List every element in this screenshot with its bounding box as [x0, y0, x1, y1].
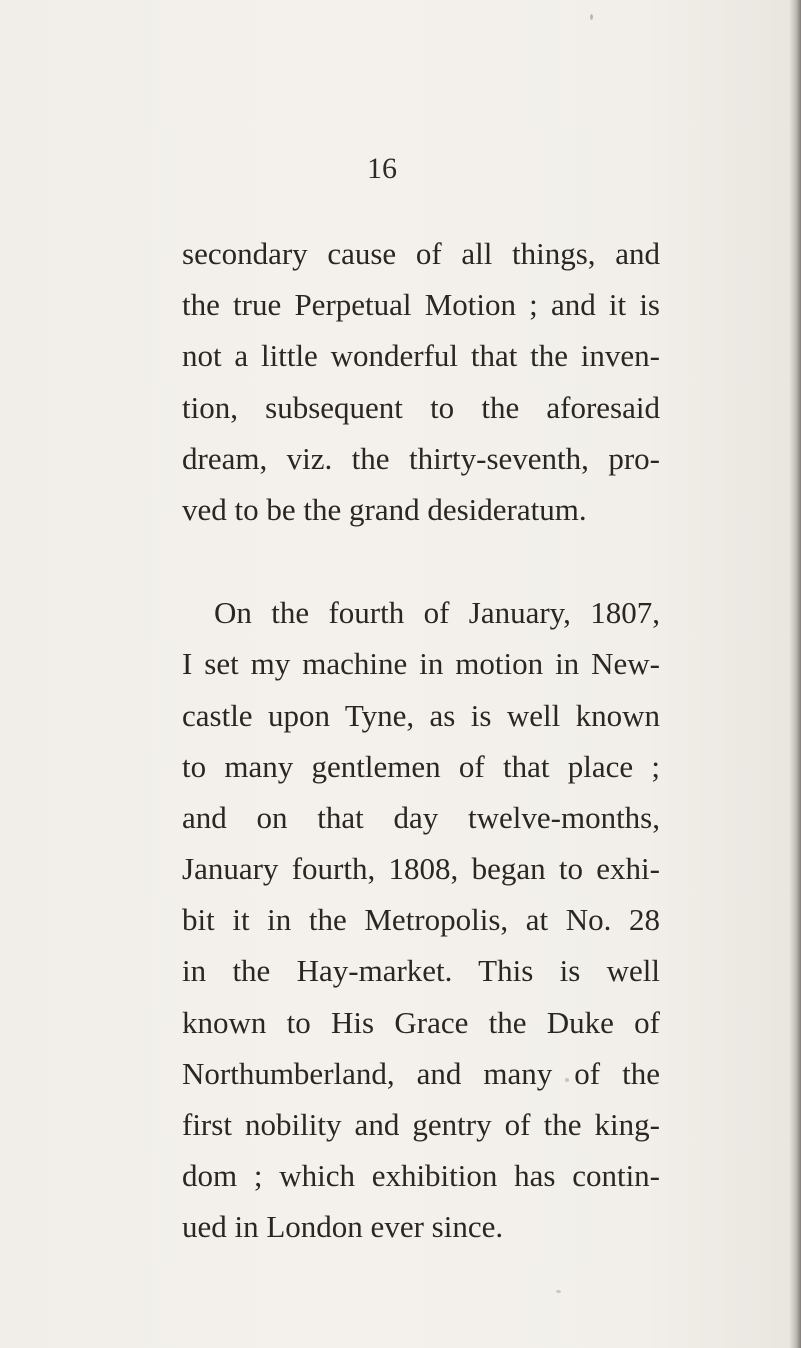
text-line: in the Hay-market. This is well — [182, 953, 660, 989]
text-line: not a little wonderful that the inven- — [182, 338, 660, 374]
text-line: January fourth, 1808, began to exhi- — [182, 851, 660, 887]
paper-speck — [590, 14, 593, 20]
text-line: I set my machine in motion in New- — [182, 646, 660, 682]
text-line: bit it in the Metropolis, at No. 28 — [182, 902, 660, 938]
text-line: the true Perpetual Motion ; and it is — [182, 287, 660, 323]
text-line: Northumberland, and many of the — [182, 1055, 660, 1091]
text-line: ved to be the grand desideratum. — [182, 491, 587, 527]
text-line: tion, subsequent to the aforesaid — [182, 389, 660, 425]
text-line: castle upon Tyne, as is well known — [182, 697, 660, 733]
text-line: and on that day twelve-months, — [182, 799, 660, 835]
text-line: first nobility and gentry of the king- — [182, 1107, 660, 1142]
text-line: to many gentlemen of that place ; — [182, 748, 660, 784]
text-line: ued in London ever since. — [182, 1209, 504, 1245]
paper-speck — [565, 1078, 569, 1082]
page-number: 16 — [367, 152, 397, 185]
text-line: secondary cause of all things, and — [182, 236, 660, 271]
page-edge-shadow — [789, 0, 801, 1348]
text-line: dom ; which exhibition has contin- — [182, 1158, 660, 1194]
paragraph-1 — [182, 228, 660, 535]
paragraph-gap — [182, 535, 660, 587]
text-line: known to His Grace the Duke of — [182, 1004, 660, 1040]
body-text — [182, 228, 660, 1253]
text-line: On the fourth of January, 1807, — [214, 595, 660, 631]
text-line: dream, viz. the thirty-seventh, pro- — [182, 440, 660, 476]
paragraph-2 — [182, 587, 660, 1252]
paper-speck — [556, 1290, 561, 1293]
